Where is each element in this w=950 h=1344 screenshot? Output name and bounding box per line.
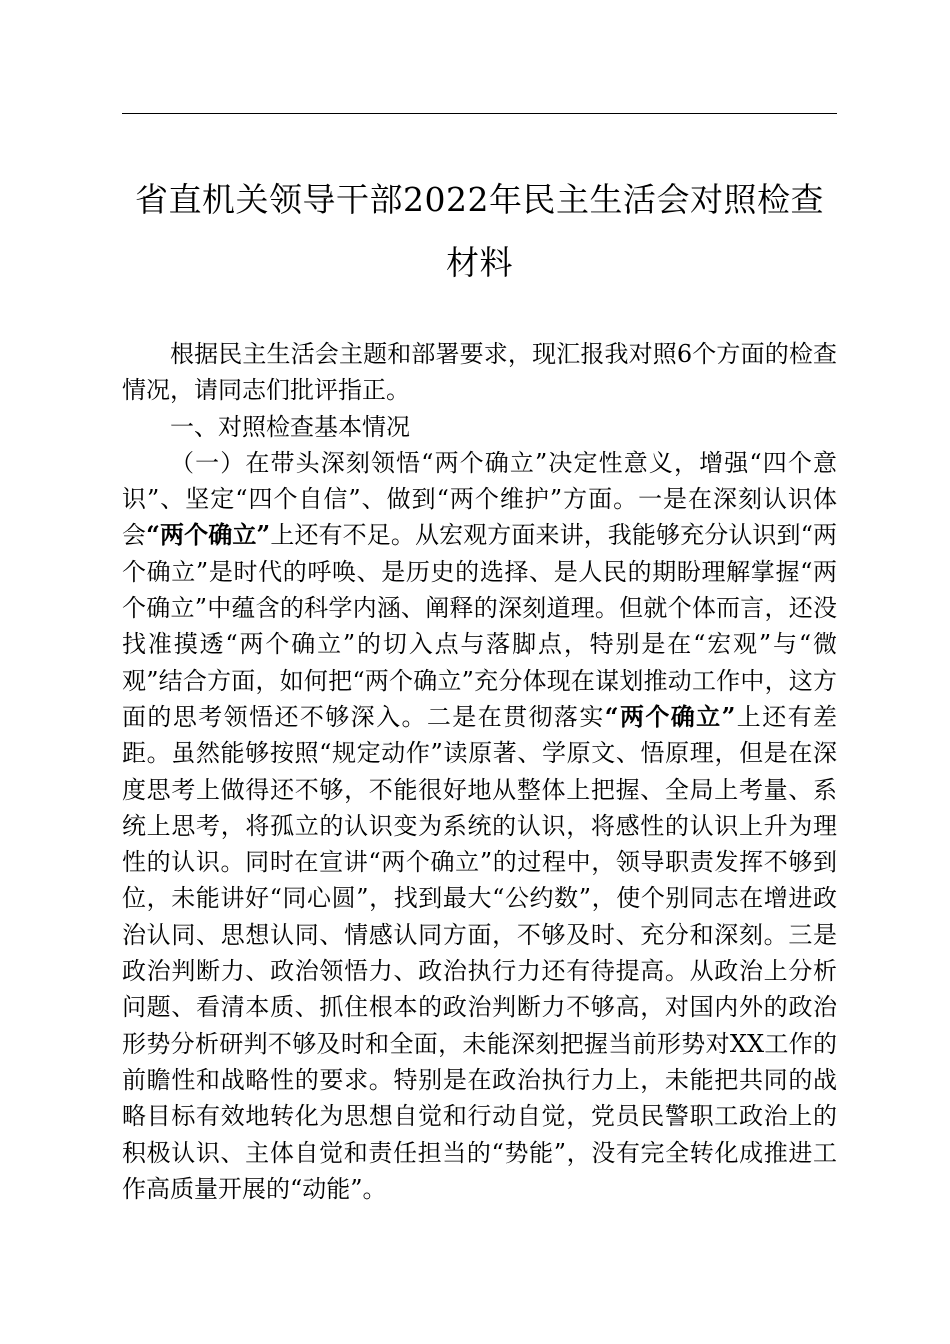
document-body [122,336,837,1207]
paragraph-1-part-a: （一）在带头深刻领悟“两个确立”决定性意义，增强“四个意识”、坚定“四个自信”、做到“两个维护”方面。一是在深刻认识体会 [122,448,837,550]
paragraph-1 [122,445,837,1207]
header-rule [122,113,837,114]
paragraph-1-bold-a: “两个确立” [146,520,271,550]
paragraph-1-part-c: 上还有不足。从宏观方面来讲，我能够充分认识到“两个确立”是时代的呼唤、是历史的选择、是人民的期盼理解掌握“两个确立”中蕴含的科学内涵、阐释的深刻道理。但就个体而言，还没找准摸透“两个确立”的切入点与落脚点，特别是在“宏观”与“微观”结合方面，如何把“两个确立”充分体现在谋划推动工作中，这方面的思考领悟还不够深入。二是在贯彻落实 [122,521,838,731]
section-heading-1: 一、对照检查基本情况 [170,412,410,441]
paragraph-1-part-e: 上还有差距。虽然能够按照“规定动作”读原著、学原文、悟原理，但是在深度思考上做得还不够，不能很好地从整体上把握、全局上考量、系统上思考，将孤立的认识变为系统的认识，将感性的认识上升为理性的认识。同时在宣讲“两个确立”的过程中，领导职责发挥不够到位，未能讲好“同心圆”，找到最大“公约数”，使个别同志在增进政治认同、思想认同、情感认同方面，不够及时、充分和深刻。三是政治判断力、政治领悟力、政治执行力还有待提高。从政治上分析问题、看清本质、抓住根本的政治判断力不够高，对国内外的政治形势分析研判不够及时和全面，未能深刻把握当前形势对XX工作的前瞻性和战略性的要求。特别是在政治执行力上，未能把共同的战略目标有效地转化为思想自觉和行动自觉，党员民警职工政治上的积极认识、主体自觉和责任担当的“势能”，没有完全转化成推进工作高质量开展的“动能”。 [122,702,838,1203]
paragraph-1-bold-b: “两个确立” [604,701,736,731]
intro-paragraph: 根据民主生活会主题和部署要求，现汇报我对照6个方面的检查情况，请同志们批评指正。 [122,340,837,405]
document-title: 省直机关领导干部2022年民主生活会对照检查材料 [135,180,824,282]
